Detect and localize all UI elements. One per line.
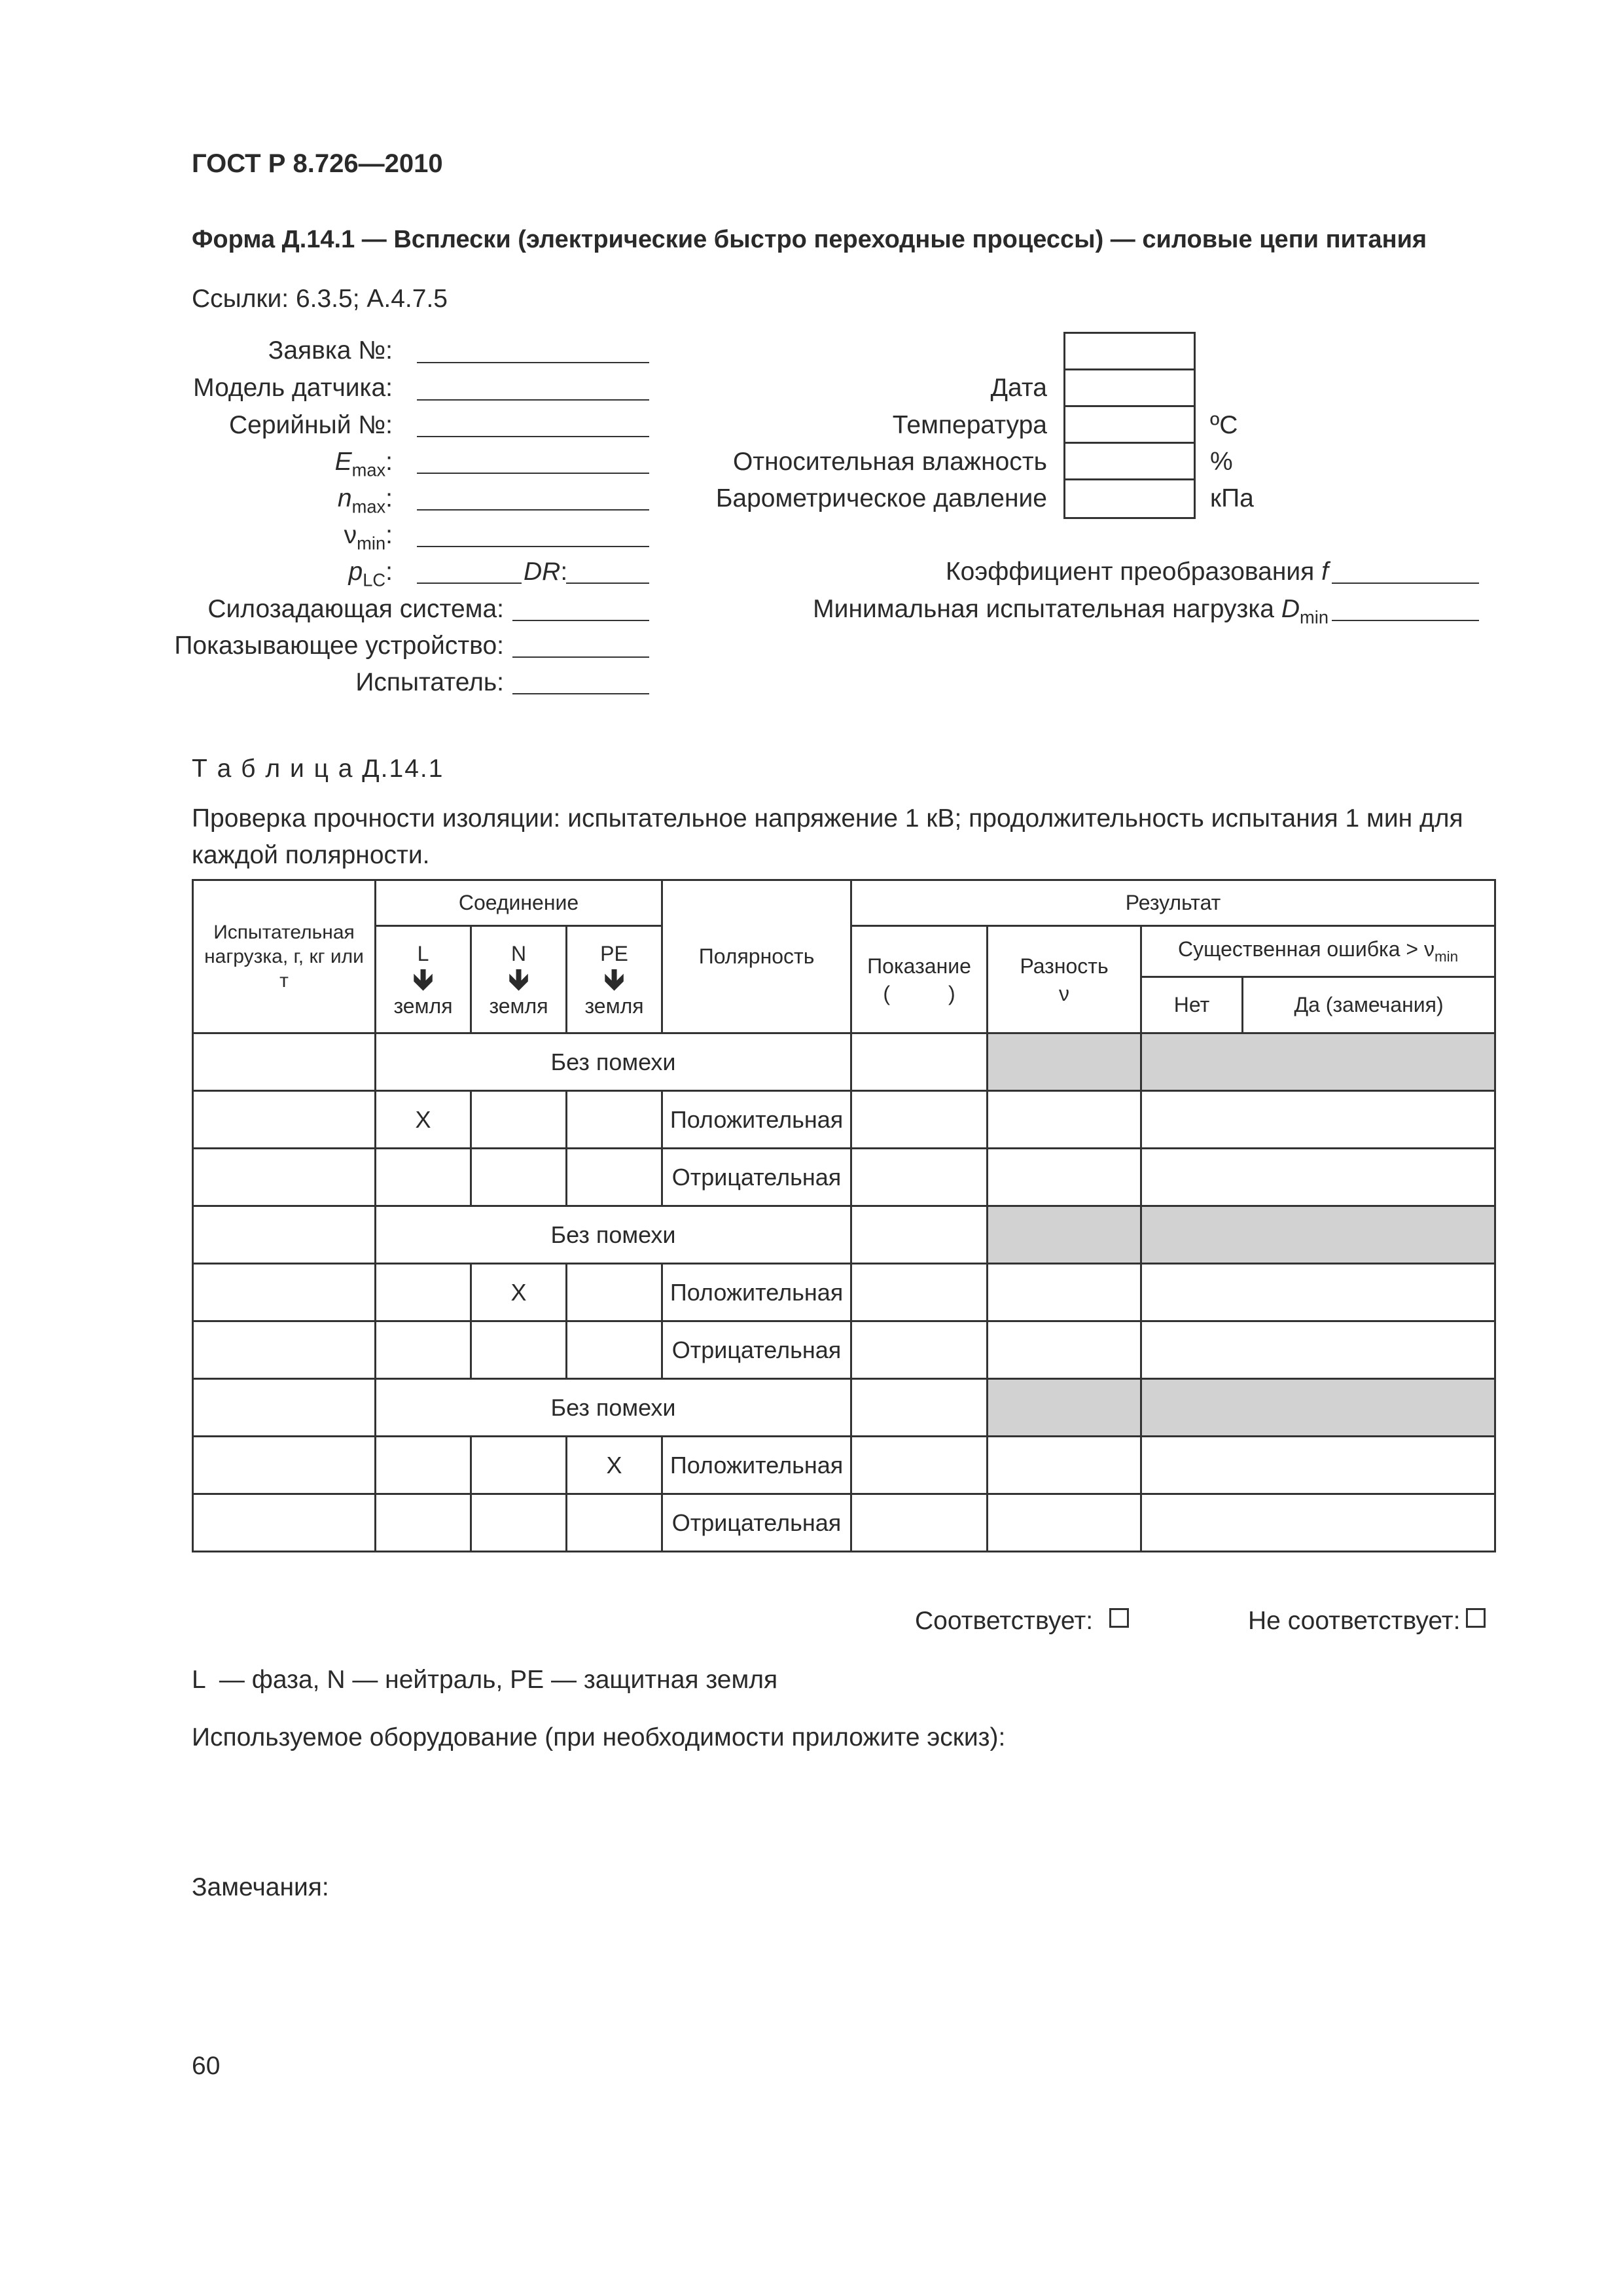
arrow-down-icon: 🡻 <box>412 963 434 996</box>
e-max-label: $E_{max}$: <box>334 448 393 480</box>
document-code: ГОСТ Р 8.726—2010 <box>192 149 443 178</box>
dr-field[interactable] <box>566 583 649 584</box>
difference-cell[interactable] <box>988 1091 1141 1149</box>
connection-cell <box>567 1149 662 1206</box>
shaded-cell <box>1141 1206 1495 1264</box>
load-cell[interactable] <box>193 1033 376 1091</box>
connection-cell <box>471 1494 567 1552</box>
n-max-label: $n_{max}$: <box>337 484 393 517</box>
table-row <box>193 1494 1495 1552</box>
reading-cell[interactable] <box>851 1149 988 1206</box>
polarity-cell: Положительная <box>662 1437 851 1494</box>
request-no-field[interactable] <box>417 362 649 363</box>
pressure-label: Барометрическое давление <box>715 484 1047 512</box>
not-complies-label: Не соответствует: <box>1248 1607 1461 1635</box>
complies-label: Соответствует: <box>915 1607 1094 1635</box>
header-connection: Соединение <box>376 880 662 926</box>
sensor-model-label: Модель датчика: <box>193 374 393 402</box>
table-row <box>193 1091 1495 1149</box>
equipment-label: Используемое оборудование (при необходимости приложите эскиз): <box>192 1723 1006 1751</box>
header-n: N 🡻 земля <box>471 926 567 1033</box>
error-cell[interactable] <box>1141 1494 1495 1552</box>
indicator-label: Показывающее устройство: <box>174 632 504 660</box>
error-cell[interactable] <box>1141 1321 1495 1379</box>
load-cell[interactable] <box>193 1494 376 1552</box>
conversion-coef-field[interactable] <box>1332 583 1479 584</box>
polarity-cell: Отрицательная <box>662 1149 851 1206</box>
difference-cell[interactable] <box>988 1494 1141 1552</box>
header-l: L 🡻 земля <box>376 926 471 1033</box>
remarks-label: Замечания: <box>192 1873 329 1901</box>
header-pe: PE 🡻 земля <box>567 926 662 1033</box>
polarity-cell: Положительная <box>662 1091 851 1149</box>
table-description: Проверка прочности изоляции: испытательное напряжение 1 кВ; продолжительность испытания 1 мин для каждой полярности. <box>192 804 1463 869</box>
reading-cell[interactable] <box>851 1206 988 1264</box>
error-cell[interactable] <box>1141 1091 1495 1149</box>
date-cell[interactable] <box>1065 370 1194 407</box>
no-interference-cell: Без помехи <box>376 1379 851 1437</box>
error-cell[interactable] <box>1141 1437 1495 1494</box>
v-min-field[interactable] <box>417 546 649 547</box>
humidity-label: Относительная влажность <box>732 448 1047 476</box>
connection-cell <box>376 1149 471 1206</box>
difference-cell[interactable] <box>988 1437 1141 1494</box>
polarity-cell: Отрицательная <box>662 1321 851 1379</box>
p-lc-label: $p_{LC}$: <box>348 558 393 590</box>
load-cell[interactable] <box>193 1321 376 1379</box>
temperature-label: Температура <box>892 411 1047 439</box>
connection-cell <box>567 1264 662 1321</box>
temperature-unit: ºС <box>1210 411 1238 439</box>
load-cell[interactable] <box>193 1264 376 1321</box>
connection-cell <box>376 1321 471 1379</box>
shaded-cell <box>1141 1033 1495 1091</box>
reading-cell[interactable] <box>851 1437 988 1494</box>
arrow-down-icon: 🡻 <box>603 963 625 996</box>
polarity-cell: Отрицательная <box>662 1494 851 1552</box>
tester-field[interactable] <box>512 693 649 694</box>
force-system-field[interactable] <box>512 620 649 621</box>
header-difference: Разность ν <box>988 926 1141 1033</box>
no-interference-cell: Без помехи <box>376 1206 851 1264</box>
mark-cell: X <box>567 1437 662 1494</box>
table-row <box>193 1321 1495 1379</box>
v-min-label: $\nu_{min}$: <box>344 521 393 554</box>
force-system-label: Силозадающая система: <box>207 595 504 623</box>
table-row <box>193 1149 1495 1206</box>
temperature-cell[interactable] <box>1065 407 1194 444</box>
e-max-field[interactable] <box>417 473 649 474</box>
not-complies-checkbox[interactable] <box>1466 1608 1486 1628</box>
insulation-test-table <box>192 879 1496 1552</box>
difference-cell[interactable] <box>988 1264 1141 1321</box>
header-polarity: Полярность <box>662 880 851 1033</box>
dr-label: DR: <box>524 558 568 586</box>
min-load-field[interactable] <box>1332 620 1479 621</box>
error-cell[interactable] <box>1141 1149 1495 1206</box>
reading-cell[interactable] <box>851 1033 988 1091</box>
p-lc-field[interactable] <box>417 583 522 584</box>
arrow-down-icon: 🡻 <box>508 963 529 996</box>
connection-cell <box>567 1091 662 1149</box>
table-caption: Т а б л и ц а Д.14.1 <box>192 755 444 783</box>
date-label: Дата <box>990 374 1047 402</box>
header-yes: Да (замечания) <box>1243 977 1495 1033</box>
load-cell[interactable] <box>193 1437 376 1494</box>
table-row <box>193 1437 1495 1494</box>
connection-cell <box>376 1264 471 1321</box>
reading-cell[interactable] <box>851 1321 988 1379</box>
connection-cell <box>376 1494 471 1552</box>
form-title: Форма Д.14.1 — Всплески (электрические быстро переходные процессы) — силовые цепи питания <box>192 226 1427 253</box>
connection-cell <box>471 1091 567 1149</box>
header-result: Результат <box>851 880 1495 926</box>
shaded-cell <box>1141 1379 1495 1437</box>
pressure-cell[interactable] <box>1065 480 1194 517</box>
table-row <box>193 1033 1495 1091</box>
header-significant-error: Существенная ошибка > $\nu_{min}$ <box>1141 926 1495 977</box>
sensor-model-field[interactable] <box>417 399 649 401</box>
humidity-cell[interactable] <box>1065 444 1194 480</box>
shaded-cell <box>988 1206 1141 1264</box>
mark-cell: X <box>471 1264 567 1321</box>
connection-cell <box>471 1149 567 1206</box>
conditions-box <box>1063 332 1196 519</box>
difference-cell[interactable] <box>988 1149 1141 1206</box>
humidity-unit: % <box>1210 448 1233 476</box>
shaded-cell <box>988 1033 1141 1091</box>
header-load: Испытательная нагрузка, г, кг или т <box>193 880 376 1033</box>
connection-cell <box>376 1437 471 1494</box>
indicator-field[interactable] <box>512 656 649 658</box>
connection-cell <box>567 1494 662 1552</box>
connection-cell <box>471 1321 567 1379</box>
load-cell[interactable] <box>193 1091 376 1149</box>
reading-cell[interactable] <box>851 1494 988 1552</box>
table-row <box>193 1206 1495 1264</box>
table-row <box>193 1264 1495 1321</box>
reading-cell[interactable] <box>851 1091 988 1149</box>
error-cell[interactable] <box>1141 1264 1495 1321</box>
table-row <box>193 1379 1495 1437</box>
mark-cell: X <box>376 1091 471 1149</box>
connection-cell <box>471 1437 567 1494</box>
references: Ссылки: 6.3.5; А.4.7.5 <box>192 285 448 313</box>
shaded-cell <box>988 1379 1141 1437</box>
header-reading: Показание ( ) <box>851 926 988 1033</box>
no-interference-cell: Без помехи <box>376 1033 851 1091</box>
legend: L — фаза, N — нейтраль, PE — защитная земля <box>192 1666 778 1694</box>
tester-label: Испытатель: <box>355 668 504 696</box>
load-cell[interactable] <box>193 1206 376 1264</box>
connection-cell <box>567 1321 662 1379</box>
header-no: Нет <box>1141 977 1243 1033</box>
reading-cell[interactable] <box>851 1379 988 1437</box>
blank-cell[interactable] <box>1065 334 1194 370</box>
n-max-field[interactable] <box>417 509 649 511</box>
serial-no-field[interactable] <box>417 436 649 437</box>
load-cell[interactable] <box>193 1149 376 1206</box>
pressure-unit: кПа <box>1210 484 1254 512</box>
conversion-coef-label: Коэффициент преобразования f <box>945 558 1329 586</box>
page-number: 60 <box>192 2052 221 2080</box>
difference-cell[interactable] <box>988 1321 1141 1379</box>
request-no-label: Заявка №: <box>268 336 393 365</box>
reading-cell[interactable] <box>851 1264 988 1321</box>
serial-no-label: Серийный №: <box>229 411 393 439</box>
polarity-cell: Положительная <box>662 1264 851 1321</box>
complies-checkbox[interactable] <box>1109 1608 1129 1628</box>
min-load-label: Минимальная испытательная нагрузка $D_{min}$ <box>813 595 1329 628</box>
load-cell[interactable] <box>193 1379 376 1437</box>
